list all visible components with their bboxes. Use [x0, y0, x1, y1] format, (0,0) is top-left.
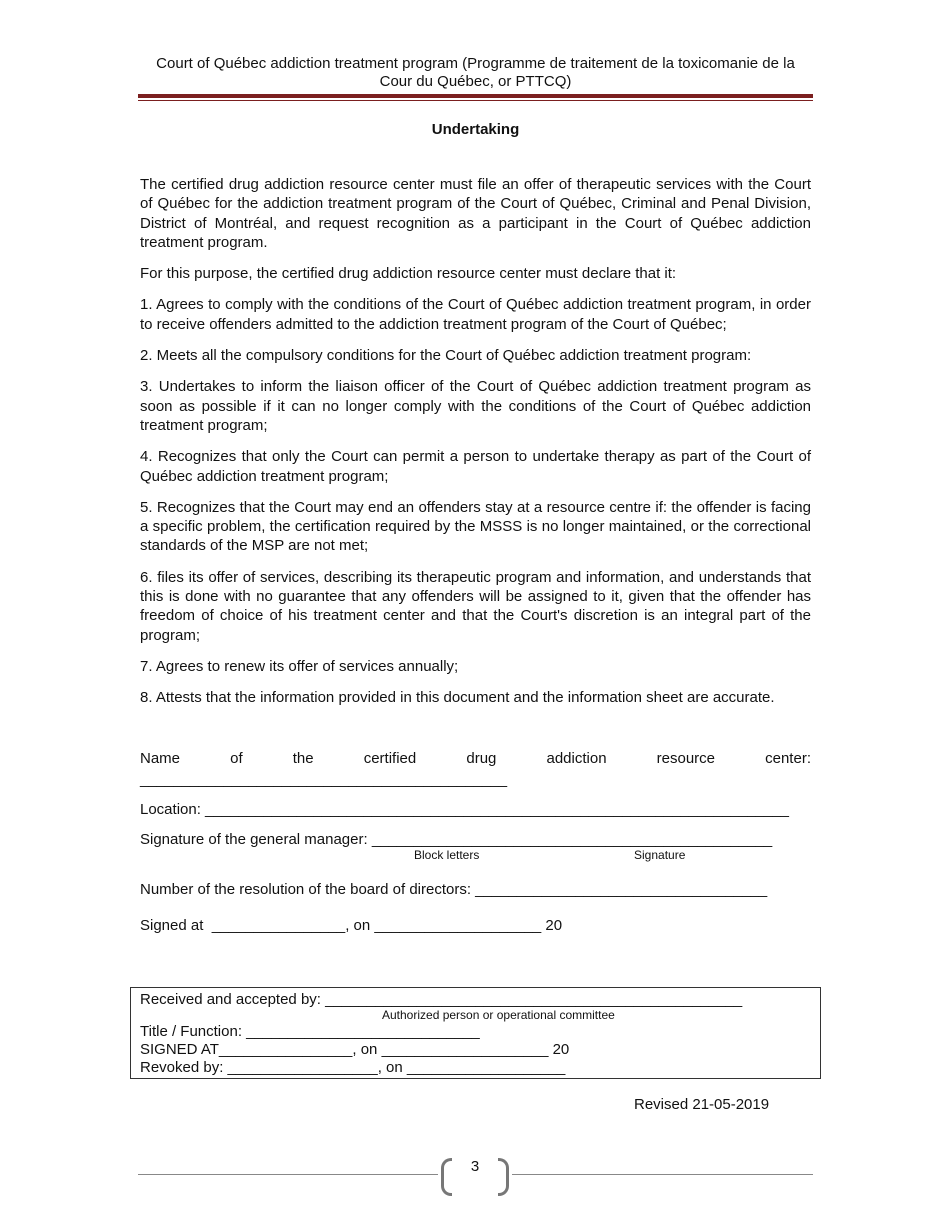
- name-word: addiction: [546, 750, 607, 767]
- document-title: Undertaking: [431, 121, 520, 138]
- header-rule-thick: [138, 94, 813, 98]
- signature-caption: Signature: [634, 848, 686, 862]
- page-number: 3: [470, 1158, 480, 1175]
- board-resolution-field[interactable]: Number of the resolution of the board of directors: ___________________________________: [140, 881, 768, 898]
- paragraph-item-2: 2. Meets all the compulsory conditions for the Court of Québec addiction treatment program:: [140, 347, 752, 365]
- footer-rule-left: [138, 1174, 438, 1175]
- header-rule-thin: [138, 100, 813, 101]
- center-name-field[interactable]: ____________________________________________: [140, 771, 508, 788]
- block-letters-caption: Block letters: [414, 848, 480, 862]
- title-function-field[interactable]: Title / Function: ____________________________: [140, 1023, 480, 1040]
- name-word: drug: [466, 750, 497, 767]
- name-word: center:: [765, 750, 811, 767]
- paragraph-intro: The certified drug addiction resource center must file an offer of therapeutic services with the Court of Québec for the addiction treatment program of the Court of Québec, Criminal and Penal Division, District of Montréal, and request recognition as a participant in the Court of Québec addiction treatment program.: [140, 176, 811, 251]
- paragraph-item-1: 1. Agrees to comply with the conditions of the Court of Québec addiction treatment program, in order to receive offenders admitted to the addiction treatment program of the Court of Québec;: [140, 296, 811, 333]
- name-word: Name: [140, 750, 181, 767]
- signed-at-field[interactable]: Signed at ________________, on ____________________ 20: [140, 917, 563, 934]
- paragraph-item-5: 5. Recognizes that the Court may end an offenders stay at a resource centre if: the offender is facing a specific problem, the certification required by the MSSS is no longer maintained, or the correctional standards of the MSP are not met;: [140, 498, 811, 555]
- header-line-2: Cour du Québec, or PTTCQ): [379, 73, 572, 90]
- box-signed-at-field[interactable]: SIGNED AT________________, on ____________________ 20: [140, 1041, 570, 1058]
- authorized-person-caption: Authorized person or operational committee: [382, 1008, 615, 1022]
- general-manager-signature-field[interactable]: Signature of the general manager: ________________________________________________: [140, 831, 773, 848]
- center-name-label: [140, 750, 811, 767]
- undertaking-body: [140, 175, 811, 720]
- revoked-by-field[interactable]: Revoked by: __________________, on ___________________: [140, 1059, 566, 1076]
- paragraph-item-7: 7. Agrees to renew its offer of services annually;: [140, 657, 459, 675]
- paragraph-item-4: 4. Recognizes that only the Court can permit a person to undertake therapy as part of the Court of Québec addiction treatment program;: [140, 448, 811, 485]
- name-word: of: [230, 750, 243, 767]
- paragraph-item-8: 8. Attests that the information provided in this document and the information sheet are accurate.: [140, 689, 775, 707]
- paragraph-purpose: For this purpose, the certified drug addiction resource center must declare that it:: [140, 265, 677, 283]
- footer-rule-right: [512, 1174, 813, 1175]
- name-word: the: [292, 750, 314, 767]
- revision-date: Revised 21-05-2019: [634, 1096, 770, 1113]
- header-line-1: Court of Québec addiction treatment program (Programme de traitement de la toxicomanie de la: [156, 55, 795, 72]
- paragraph-item-3: 3. Undertakes to inform the liaison officer of the Court of Québec addiction treatment program as soon as possible if it can no longer comply with the conditions of the Court of Québec addiction treatment program;: [140, 378, 811, 434]
- name-word: certified: [363, 750, 417, 767]
- location-field[interactable]: Location: ______________________________________________________________________: [140, 801, 790, 818]
- acceptance-box: [130, 987, 821, 1079]
- paragraph-item-6: 6. files its offer of services, describing its therapeutic program and information, and understands that this is done with no guarantee that any offenders will be assigned to it, given that the offender has freedom of choice of his treatment center and that the Court's discretion is an integral part of the program;: [140, 568, 811, 644]
- name-word: resource: [656, 750, 716, 767]
- received-accepted-field[interactable]: Received and accepted by: __________________________________________________: [140, 991, 743, 1008]
- running-header: [138, 55, 813, 91]
